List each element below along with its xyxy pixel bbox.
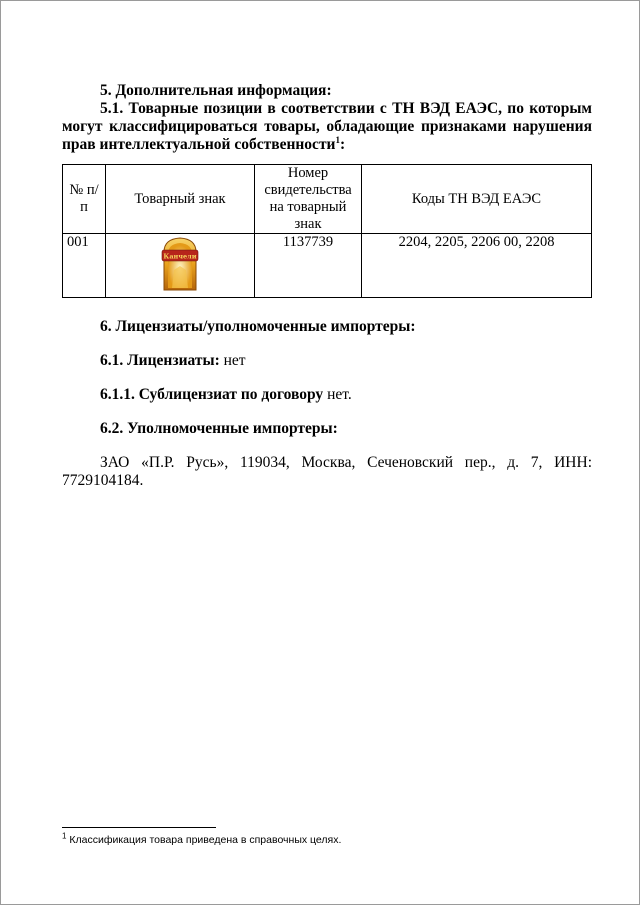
trademark-table: [62, 164, 592, 298]
logo-text: Канчели: [163, 252, 197, 261]
section-6-heading: 6. Лицензиаты/уполномоченные импортеры:: [100, 318, 416, 335]
section-5-1-text: 5.1. Товарные позиции в соответствии с ТН ВЭД ЕАЭС, по которым могут классифицироваться товары, обладающие признаками нарушения прав интеллектуальной собственности$^1$:: [62, 100, 592, 153]
table-header-row: [63, 165, 592, 234]
cell-codes: 2204, 2205, 2206 00, 2208: [362, 234, 592, 298]
cell-num: 001: [63, 234, 106, 298]
kanchela-logo-icon: [160, 236, 200, 292]
cell-trademark: [106, 234, 255, 298]
header-num: № п/п: [63, 165, 106, 234]
section-5-heading: 5. Дополнительная информация:: [100, 82, 332, 99]
section-6-2-heading: 6.2. Уполномоченные импортеры:: [100, 420, 338, 437]
section-6-1: 6.1. Лицензиаты: нет: [100, 352, 246, 369]
importer-text: ЗАО «П.Р. Русь», 119034, Москва, Сеченовский пер., д. 7, ИНН: 7729104184.: [62, 454, 592, 489]
header-certificate: Номер свидетельства на товарный знак: [255, 165, 362, 234]
document-body: [62, 82, 592, 490]
section-6-1-1: 6.1.1. Сублицензиат по договору нет.: [100, 386, 352, 403]
footnote-ref: 1: [335, 134, 340, 145]
cell-certificate: 1137739: [255, 234, 362, 298]
table-row: [63, 234, 592, 298]
footnote: $^1$ Классификация товара приведена в справочных целях.: [62, 831, 342, 846]
header-trademark: Товарный знак: [106, 165, 255, 234]
header-codes: Коды ТН ВЭД ЕАЭС: [362, 165, 592, 234]
footnote-divider: [62, 827, 216, 828]
